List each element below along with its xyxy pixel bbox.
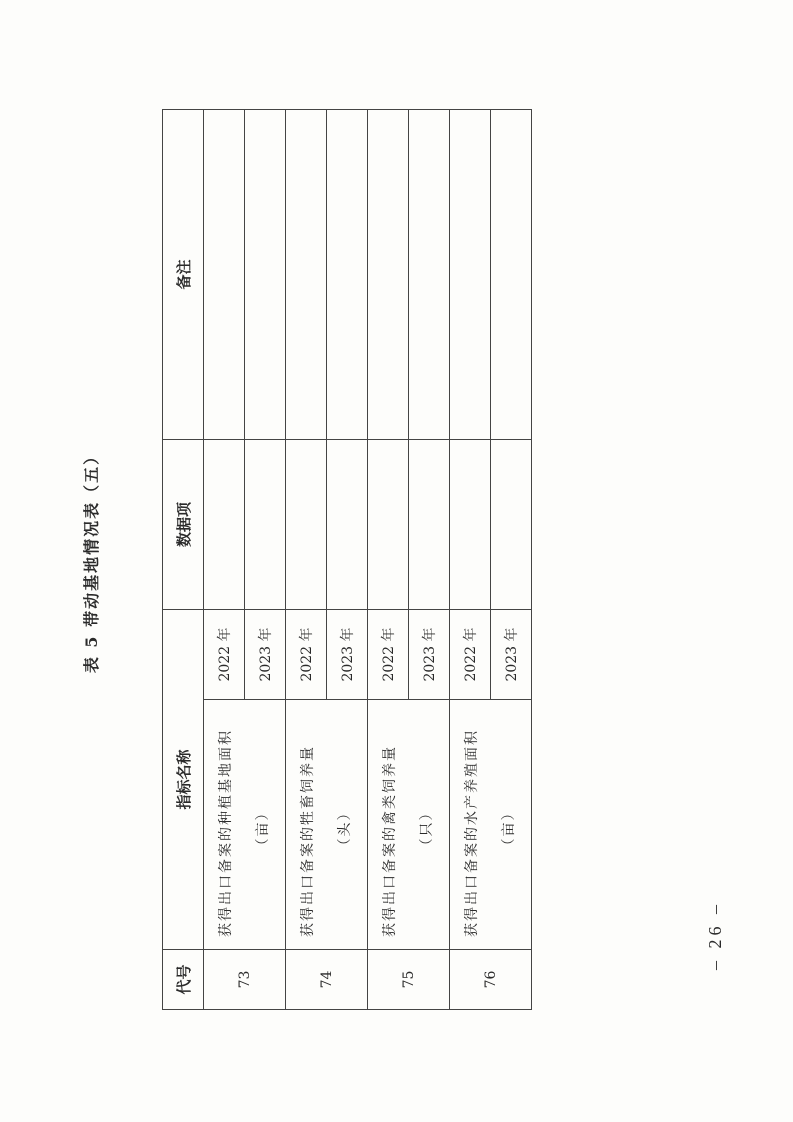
year-cell: 2022 年 xyxy=(450,609,491,699)
data-table xyxy=(162,109,532,1010)
row-name-cell xyxy=(450,700,532,950)
note-cell xyxy=(450,109,491,439)
value-cell xyxy=(245,439,286,609)
table-row xyxy=(368,109,409,1009)
row-unit: （只） xyxy=(418,804,435,853)
note-cell xyxy=(409,109,450,439)
note-cell xyxy=(368,109,409,439)
row-name-cell xyxy=(204,700,286,950)
header-name: 指标名称 xyxy=(163,609,204,949)
year-cell: 2023 年 xyxy=(409,609,450,699)
value-cell xyxy=(286,439,327,609)
year-cell: 2022 年 xyxy=(204,609,245,699)
row-code: 75 xyxy=(368,950,450,1010)
page-number: – 26 – xyxy=(705,901,725,970)
note-cell xyxy=(204,109,245,439)
row-name: 获得出口备案的牲畜饲养量 xyxy=(300,745,317,937)
year-cell: 2023 年 xyxy=(491,609,532,699)
rotated-table-sheet xyxy=(72,110,542,1010)
note-cell xyxy=(491,109,532,439)
value-cell xyxy=(450,439,491,609)
row-name: 获得出口备案的水产养殖面积 xyxy=(464,729,481,937)
row-name: 获得出口备案的种植基地面积 xyxy=(218,729,235,937)
year-cell: 2023 年 xyxy=(245,609,286,699)
table-row xyxy=(286,109,327,1009)
header-row xyxy=(163,109,204,1009)
note-cell xyxy=(327,109,368,439)
header-code: 代号 xyxy=(163,950,204,1010)
row-unit: （亩） xyxy=(254,804,271,853)
value-cell xyxy=(409,439,450,609)
row-name-cell xyxy=(286,700,368,950)
row-name: 获得出口备案的禽类饲养量 xyxy=(382,745,399,937)
table-title: 表 5 带动基地情况表（五） xyxy=(82,446,101,674)
value-cell xyxy=(368,439,409,609)
row-unit: （头） xyxy=(336,804,353,853)
note-cell xyxy=(245,109,286,439)
value-cell xyxy=(204,439,245,609)
value-cell xyxy=(327,439,368,609)
value-cell xyxy=(491,439,532,609)
year-cell: 2023 年 xyxy=(327,609,368,699)
row-code: 73 xyxy=(204,950,286,1010)
year-cell: 2022 年 xyxy=(286,609,327,699)
year-cell: 2022 年 xyxy=(368,609,409,699)
row-code: 74 xyxy=(286,950,368,1010)
note-cell xyxy=(286,109,327,439)
row-code: 76 xyxy=(450,950,532,1010)
header-value: 数据项 xyxy=(163,439,204,609)
table-row xyxy=(204,109,245,1009)
row-unit: （亩） xyxy=(500,804,517,853)
header-note: 备注 xyxy=(163,109,204,439)
row-name-cell xyxy=(368,700,450,950)
table-row xyxy=(450,109,491,1009)
